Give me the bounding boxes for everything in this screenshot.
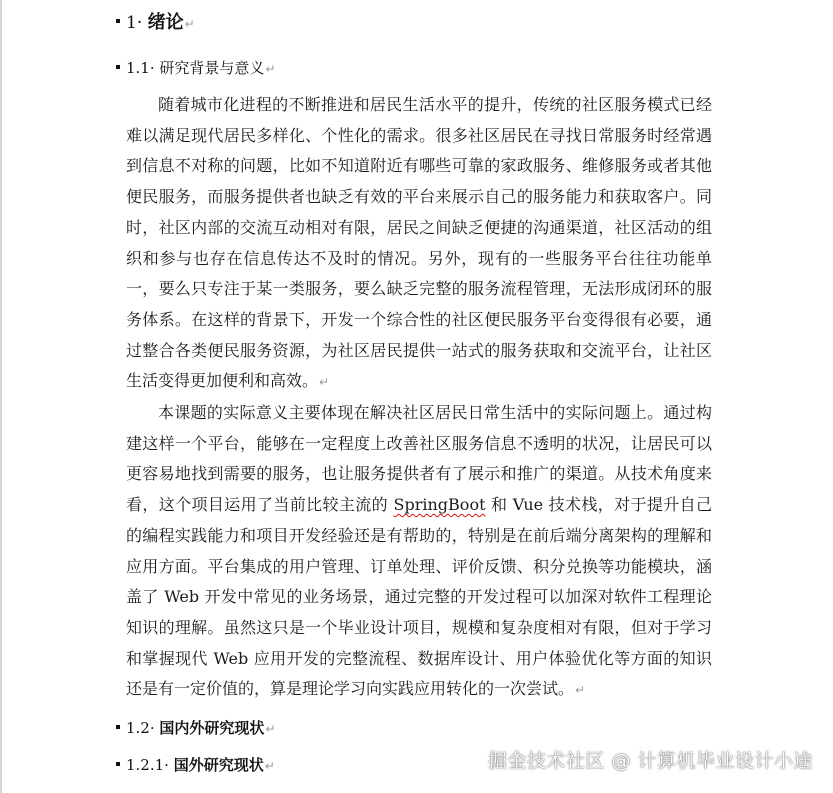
heading-bullet xyxy=(116,762,120,766)
paragraph-2-text-start: 本课题的实际意义主要体现在解决社区居民日常生活中的实际问题上。通过构建这样一个平台，能够在一定程度上改善社区服务信息不透明的状况，让居民可以更容易地找到需要的服务，也让服务提供者有了展示和推广的渠道。从技术角度来看，这个项目运用了当前比较主流的 xyxy=(126,403,712,515)
heading-1-2-research-status[interactable]: 1.2· 国内外研究现状↵ xyxy=(116,717,275,738)
paragraph-2-text-end: 和 Vue 技术栈，对于提升自己的编程实践能力和项目开发经验还是有帮助的，特别是在前后端分离架构的理解和应用方面。平台集成的用户管理、订单处理、评价反馈、积分兑换等功能模块，涵盖了 Web 开发中常见的业务场景，通过完整的开发过程可以加深对软件工程理论知识的理解。虽然这只是一个毕业设计项目，规模和复杂度相对有限，但对于学习和掌握现代 Web 应用开发的完整流程、数据库设计、用户体验优化等方面的知识还是有一定价值的，算是理论学习向实践应用转化的一次尝试。 xyxy=(126,495,712,699)
heading-title: 绪论 xyxy=(147,12,184,33)
page-left-edge xyxy=(0,0,2,793)
heading-1-2-1-foreign-status[interactable]: 1.2.1· 国外研究现状↵ xyxy=(116,754,275,775)
watermark-text: 掘金技术社区 @ 计算机毕业设计小途 xyxy=(487,750,813,772)
paragraph-mark-icon: ↵ xyxy=(264,759,275,773)
body-paragraph-1[interactable] xyxy=(126,90,712,398)
body-paragraph-2[interactable] xyxy=(126,398,712,706)
heading-number: 1.1 xyxy=(126,59,150,77)
paragraph-mark-icon: ↵ xyxy=(265,722,276,736)
heading-1-intro[interactable]: 1· 绪论↵ xyxy=(116,8,195,34)
heading-title: 国外研究现状 xyxy=(173,756,264,774)
heading-number: 1.2.1 xyxy=(126,756,165,774)
heading-bullet xyxy=(116,65,120,69)
heading-title: 国内外研究现状 xyxy=(159,719,265,737)
heading-1-1-background[interactable]: 1.1· 研究背景与意义↵ xyxy=(116,57,275,78)
paragraph-mark-icon: ↵ xyxy=(184,17,195,31)
heading-title: 研究背景与意义 xyxy=(159,59,265,77)
paragraph-mark-icon: ↵ xyxy=(575,683,586,698)
paragraph-mark-icon: ↵ xyxy=(265,62,276,76)
paragraph-1-text: 随着城市化进程的不断推进和居民生活水平的提升，传统的社区服务模式已经难以满足现代居民多样化、个性化的需求。很多社区居民在寻找日常服务时经常遇到信息不对称的问题，比如不知道附近有哪些可靠的家政服务、维修服务或者其他便民服务，而服务提供者也缺乏有效的平台来展示自己的服务能力和获取客户。同时，社区内部的交流互动相对有限，居民之间缺乏便捷的沟通渠道，社区活动的组织和参与也存在信息传达不及时的情况。另外，现有的一些服务平台往往功能单一，要么只专注于某一类服务，要么缺乏完整的服务流程管理，无法形成闭环的服务体系。在这样的背景下，开发一个综合性的社区便民服务平台变得很有必要，通过整合各类便民服务资源，为社区居民提供一站式的服务获取和交流平台，让社区生活变得更加便利和高效。 xyxy=(126,95,712,391)
heading-number: 1 xyxy=(126,13,137,33)
spellcheck-flagged-term: SpringBoot xyxy=(393,495,486,515)
heading-bullet xyxy=(116,725,120,729)
paragraph-mark-icon: ↵ xyxy=(319,375,330,390)
heading-number: 1.2 xyxy=(126,719,150,737)
heading-bullet xyxy=(116,19,120,23)
